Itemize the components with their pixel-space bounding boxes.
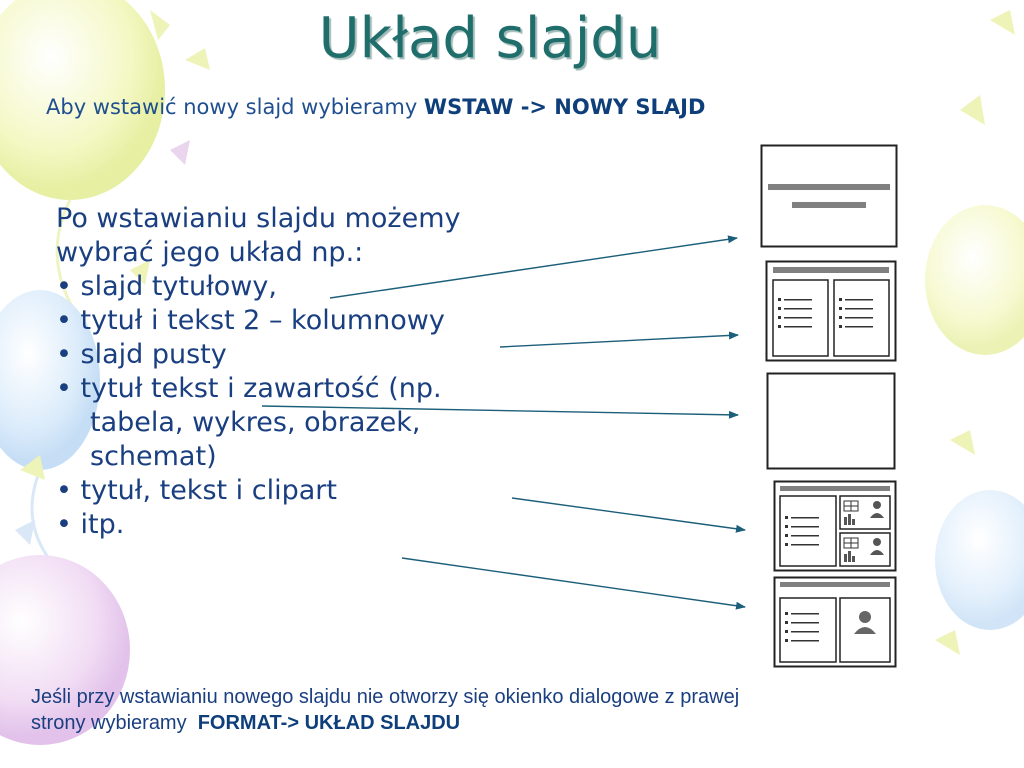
intro-line-2: wybrać jego układ np.:	[56, 237, 364, 268]
balloon-yellow-right-icon	[925, 205, 1024, 630]
layout-title-text-clipart	[773, 576, 897, 668]
bullet-two-column: • tytuł i tekst 2 – kolumnowy	[56, 305, 445, 336]
bullet-text-content-cont-2: schemat)	[90, 441, 217, 472]
layout-title-text-content	[773, 480, 897, 572]
bullet-text-content: • tytuł tekst i zawartość (np.	[56, 373, 442, 404]
intro-line-1: Po wstawianiu slajdu możemy	[56, 203, 461, 234]
layout-description	[56, 202, 616, 542]
bullet-title-slide: • slajd tytułowy,	[56, 271, 277, 302]
footer-note	[31, 684, 991, 736]
layout-blank	[766, 372, 896, 470]
subtitle-menu-path: WSTAW -> NOWY SLAJD	[423, 95, 706, 119]
slide-title: Układ slajdu	[318, 6, 662, 71]
bullet-etc: • itp.	[56, 509, 125, 540]
footer-menu-path: FORMAT-> UKŁAD SLAJDU	[197, 712, 461, 734]
slide-subtitle	[46, 95, 705, 119]
bullet-blank-slide: • slajd pusty	[56, 339, 227, 370]
footer-line-1: Jeśli przy wstawianiu nowego slajdu nie otworzy się okienko dialogowe z prawej	[31, 686, 740, 708]
layout-title-two-column-text	[765, 260, 897, 362]
bullet-text-content-cont-1: tabela, wykres, obrazek,	[90, 407, 421, 438]
layout-title-slide	[760, 144, 898, 248]
footer-line-2	[31, 710, 991, 736]
bullet-clipart: • tytuł, tekst i clipart	[56, 475, 337, 506]
subtitle-text: Aby wstawić nowy slajd wybieramy	[46, 95, 424, 119]
footer-text: strony wybieramy	[31, 712, 198, 734]
